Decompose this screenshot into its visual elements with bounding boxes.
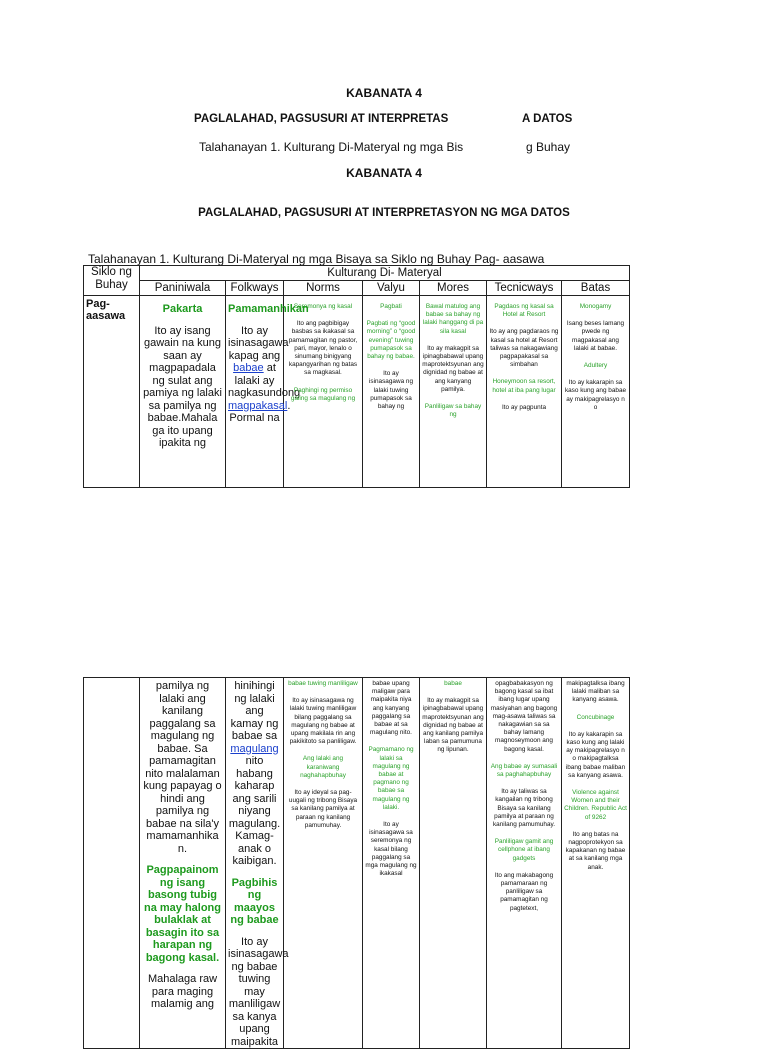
cell-batas-cont (562, 678, 630, 1049)
text-lalaki-hapbuhay: Ito ay ideyal sa pag-uugali ng tribong Bisaya sa kanilang pamilya at paraan ng kanilang pamumuhay. (288, 789, 358, 829)
header-norms: Norms (284, 281, 363, 296)
title-pagbati-good-morning: Pagbati ng “good morning” o “good evening” tuwing pumapasok sa bahay ng babae. (366, 320, 416, 361)
culture-table-part-1 (83, 265, 630, 488)
text-cellphone: Ito ang makabagong pamamaraan ng panliligaw sa pamamagitan ng pagtetext, (494, 871, 554, 912)
chapter-title-top: KABANATA 4 (346, 86, 422, 100)
cell-paniniwala (140, 296, 226, 488)
text-adultery-cont: makipagtalksa ibang lalaki maliban sa kanyang asawa. (566, 680, 625, 704)
text-pamamanhikan-c: . Pormal na (229, 399, 291, 424)
chapter-title: KABANATA 4 (346, 166, 422, 180)
title-pakarta: Pakarta (162, 303, 203, 315)
title-babae-hapbuhay: Ang babae ay sumasali sa paghahapbuhay (490, 762, 558, 779)
heading-top: PAGLALAHAD, PAGSUSURI AT INTERPRETAS (194, 113, 449, 125)
text-adultery: Ito ay kakarapin sa kaso kung ang babae ay makipagrelasyo n o (564, 379, 627, 411)
text-pamamanhikan-cont-a: hinihingi ng lalaki ang kamay ng babae sa (230, 680, 279, 742)
link-magulang[interactable]: magulang (230, 742, 279, 755)
text-bawal-matulog: Ito ay makagpit sa ipinagbabawal upang maprotektsyunan ang dignidad ng babae at ang kanyang pamilya. (422, 344, 484, 393)
title-adultery: Adultery (583, 362, 608, 370)
title-monogamy: Monogamy (579, 303, 612, 310)
table-row (84, 296, 630, 488)
title-pagbihis: Pagbihis ng maayos ng babae (230, 876, 279, 926)
cell-norms-cont (284, 678, 363, 1049)
table-row (84, 678, 630, 1049)
text-vawc: Ito ang batas na nagpoprotekyon sa kapakanan ng babae at sa kanilang mga anak. (565, 830, 626, 871)
text-pamamanhikan-cont (228, 680, 281, 868)
text-seremonya: Ito ang pagbibigay basbas sa ikakasal sa pamamagitan ng pastor, pari, mayor, lenalo o sinumang binigyang kapangyarihan ng batas sa magkasal. (288, 320, 358, 377)
text-monogamy: Isang beses lamang pwede ng magpakasal ang lalaki at babae. (566, 320, 625, 352)
header-paniniwala: Paniniwala (140, 281, 226, 296)
cell-folkways (226, 296, 309, 488)
title-seremonya: Seremonya ng kasal (293, 303, 353, 310)
cell-empty (84, 678, 140, 1049)
header-kulturang: Kulturang Di- Materyal (140, 266, 630, 281)
link-babae[interactable]: babae (233, 362, 264, 374)
text-pamamanhikan (228, 324, 301, 425)
row-label-pag-aasawa: Pag-aasawa (84, 296, 140, 488)
title-panliligaw-bahay: Panliligaw sa bahay ng (424, 403, 482, 419)
header-mores: Mores (420, 281, 487, 296)
subheading-top: Talahanayan 1. Kulturang Di-Materyal ng mga Bis (199, 140, 464, 154)
title-lalaki-hapbuhay: Ang lalaki ang karaniwang naghahapbuhay (300, 755, 346, 779)
title-bawal-matulog: Bawal matulog ang babae sa bahay ng lalaki hanggang di pa sila kasal (422, 303, 484, 335)
title-pagbati: Pagbati (380, 303, 402, 310)
cell-valyu-cont (363, 678, 420, 1049)
text-honeymoon-cont: opagbabakasyon ng bagong kasal sa ibat ibang lugar upang masiyahan ang bagong mag-asawa taliwas sa nakagawian sa sa bahay lamang magnoseymoon ang bagong kasal. (490, 680, 558, 753)
cell-norms (284, 296, 363, 488)
text-babae-tuwing: Ito ay isinasagawa ng lalaki tuwing manliligaw bilang paggalang sa magulang ng babae at upang makilala rin ang pakikitoto sa panliligaw. (289, 697, 357, 746)
text-panliligaw-babae: Ito ay makagpit sa ipinagbabawal upang maprotektsyunan ang dignidad ng babae at ang kanilang pamilya laban sa pamumuna ng lipunan. (422, 697, 484, 754)
header-siklo: Siklo ng Buhay (84, 266, 140, 296)
header-batas: Batas (562, 281, 630, 296)
title-pagpapainom: Pagpapainom ng isang basong tubig na may halong bulaklak at basagin ito sa harapan ng bagong kasal. (143, 864, 222, 964)
title-babae-tuwing: babae tuwing manliligaw (288, 680, 358, 687)
cell-tecnicways (487, 296, 562, 488)
text-pakarta-cont: pamilya ng lalaki ang kanilang paggalang sa magulang ng babae. Sa pamamagitan nito malalaman kung papayag o hindi ang pamilya ng babae na sila'y mamamanhika n. (143, 680, 222, 855)
text-concubinage: Ito ay kakarapin sa kaso kung ang lalaki ay makipagrelasyo n o makipagtalksa ibang babae maliban sa kanyang asawa. (565, 730, 626, 779)
page-heading: PAGLALAHAD, PAGSUSURI AT INTERPRETASYON NG MGA DATOS (198, 207, 570, 219)
text-pamamanhikan-a: Ito ay isinasagawa kapag ang (228, 324, 289, 362)
text-pakarta: Ito ay isang gawain na kung saan ay magpapadala ng sulat ang pamiya ng lalaki sa pamilya ng babae.Mahala ga ito upang ipakita ng (143, 324, 222, 449)
cell-mores (420, 296, 487, 488)
text-pamamanhikan-cont-b: nito habang kaharap ang sarili niyang magulang. Kamag-anak o kaibigan. (228, 755, 281, 867)
cell-tecnicways-cont (487, 678, 562, 1049)
header-valyu: Valyu (363, 281, 420, 296)
link-magpakasal[interactable]: magpakasal (228, 399, 288, 412)
text-pagbihis: Ito ay isinasagawa ng babae tuwing may manliligaw sa kanya upang maipakita (228, 935, 289, 1048)
cell-valyu (363, 296, 420, 488)
title-pagdaos: Pagdaos ng kasal sa Hotel at Resort (494, 303, 554, 319)
cell-mores-cont (420, 678, 487, 1049)
text-pagpapainom: Mahalaga raw para maging malamig ang (147, 973, 218, 1010)
title-paghingi: Paghingi ng permiso galing sa magulang ng (290, 386, 356, 402)
title-cellphone: Panliligaw gamit ang cellphone at ibang gadgets (494, 838, 554, 862)
cell-paniniwala-cont (140, 678, 226, 1049)
cell-folkways-cont (226, 678, 289, 1049)
header-tecnicways: Tecnicways (487, 281, 562, 296)
header-folkways: Folkways (226, 281, 284, 296)
text-pagdaos: Ito ay ang pagdaraos ng kasal sa hotel at Resort taliwas sa nakagawiang pagpapakasal sa simbahan (489, 328, 559, 369)
title-honeymoon: Honeymoon sa resort, hotel at iba pang lugar (492, 378, 556, 394)
title-concubinage: Concubinage (576, 713, 615, 721)
title-vawc: Violence against Women and their Children. Republic Act of 9262 (564, 789, 627, 821)
cell-batas (562, 296, 630, 488)
title-panliligaw-babae: babae (444, 680, 462, 687)
text-babae-hapbuhay: Ito ay taliwas sa kangailan ng tribong Bisaya sa kanilang pamilya at paraan ng kanilang pamumuhay. (492, 788, 556, 829)
text-pagbati-cont: babae upang maligaw para maipakita niya ang kanyang paggalang sa babae at sa magulang nito. (370, 680, 412, 737)
title-pagmamano: Pagmamano ng lalaki sa magulang ng babae at pagmano ng babae sa magulang ng lalaki. (368, 746, 414, 811)
text-pamamanhikan-b: at lalaki ay nagkasundong (228, 362, 301, 399)
text-pagmamano: Ito ay isinasagawa sa seremonya ng kasal bilang paggalang sa mga magulang ng ikakasal (365, 821, 417, 878)
culture-table-part-2 (83, 677, 630, 1049)
table-caption: Talahanayan 1. Kulturang Di-Materyal ng mga Bisaya sa Siklo ng Buhay Pag- aasawa (88, 252, 545, 266)
text-honeymoon: Ito ay pagpunta (501, 403, 547, 411)
title-pamamanhikan: Pamamanhikan (228, 303, 309, 315)
text-pagbati: Ito ay isinasagawa ng lalaki tuwing pumapasok sa bahay ng (368, 370, 414, 411)
subheading-top-tail: g Buhay (526, 140, 571, 154)
heading-top-tail: A DATOS (522, 113, 573, 125)
